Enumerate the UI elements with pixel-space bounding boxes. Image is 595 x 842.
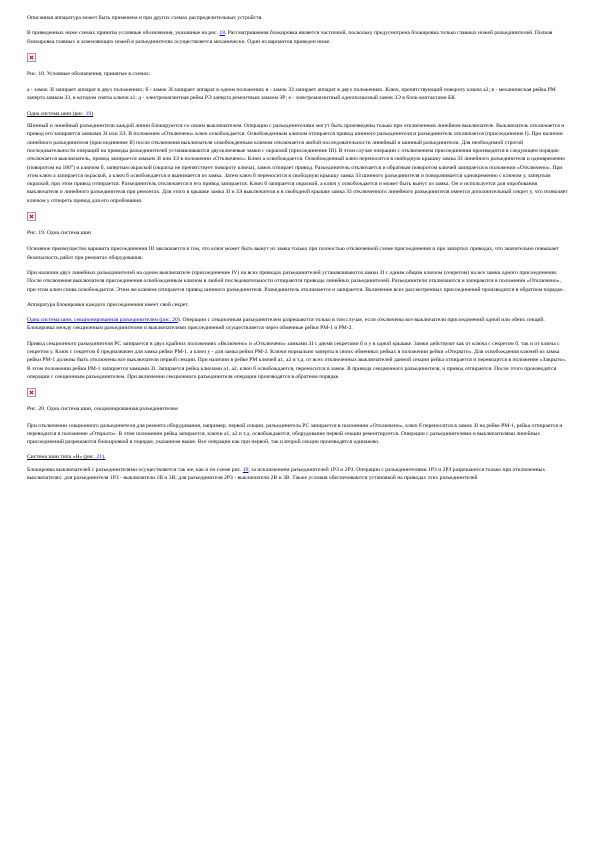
figure-caption-20: Рис. 20. Одна система шин, секционированная разъединителем [27,406,178,413]
text: . Рассматриваемая блокировка является частичной, поскольку предусмотрена блокировка только главных ножей разъединителей. Полная блокировка главных и заземляющих ножей в разъединителях осуществляется механически. Один из вариантов приведен ниже. [27,30,553,45]
figure-caption-18: Рис. 18. Условные обозначения, принятые в схемах: [27,70,151,77]
text: Система шин типа «Н» (рис. [27,454,97,461]
text: В приведенных ниже схемах приняты условные обозначения, указанные на рис. [27,30,220,37]
broken-image-icon [27,388,36,397]
paragraph [27,316,569,333]
figure-link-19-inline[interactable]: 19 [242,466,249,473]
broken-image-icon [27,53,36,62]
broken-image-icon [27,212,36,221]
paragraph: Аппаратура блокировки каждого присоединения имеет свой секрет. [27,301,189,308]
paragraph: Привод секционного разъединителя РС запирается в двух крайних положениях «Включено» и «Отключено» замками ЗI с двумя секретами б и у в одной крышке. Замки действуют как от ключа с секретом б, так и от ключа с секретом у. Ключ с секретом б предназначен для замка рейки РМ-1, а ключ у - для замка рейки РМ-2. Ключи нормально заперты в своих обменных рейках в положении рейки «Открыто». Для освобождения ключей из замка рейки РМ-1 должны быть отключены все выключатели первой секции. При наличии в рейке РМ ключей a1, a2 и т.д. от всех отключенных выключателей данной секции рейка отпирается и переводится в положение «Закрыто». В этом положении рейки РМ-1 запирается замками ЗI. Запирается рейка ключами a1, a2, ключ б освобождается, переносится в замок ЗI привода секционного разъединителя, и привод отпирается. После этого производятся операции с секционным разъединителем. При включении секционного разъединителя операции производятся в обратном порядке. [27,340,567,380]
section-heading-sectioned [27,317,172,323]
figure-link-18[interactable]: 18 [219,30,226,37]
text: ). [102,454,106,461]
paragraph: Описанная аппаратура может быть применена и при других схемах распределительных устройств. [27,15,263,21]
section-heading-h-bus [27,453,569,461]
figure-link-20[interactable]: 20 [172,317,178,324]
text: Блокировка выключателей с разъединителями осуществляется так же, как и по схеме рис. [27,466,243,473]
legend-text: а - замок ЗI запирает аппарат в двух положениях; б - замок ЗI запирает аппарат в одном положении; в - замок ЗЗ запирает аппарат в двух положениях. Ключ, препятствующий повороту ключа a2; в - механическая рейка РМ заперта замком ЗЗ, в котором сняты ключи a1; д - электромагнитная рейка РЭ заперта ремонтным замком ЗР; е - электромагнитный однополюсный замок ЗЭ в блок-контактами БК [27,87,556,102]
text: Одна система шин, секционированная разъединителем (рис. [27,317,173,324]
paragraph: Основное преимущество варианта присоединения III заключается в том, что ключ может быть вынут из замка только при полностью отключенной схеме присоединения и при запертых приводах, что значительно повышает безопасность работ при ремонтах оборудования. [27,246,559,261]
paragraph: Шинный и линейный разъединители каждой линии блокируются со своим выключателем. Операции с разъединителями могут быть произведены только при отключенном линейном выключателе. Выключатель отключается и привод его запирается замками ЗI или ЗЭ. В положении «Отключено» ключ освобождается. Освобожденным ключом отпирается привод шинного разъединителя и разъединитель отключается (присоединение I). При наличии линейного разъединителя (присоединение II) после отключения выключателя освобожденным ключом отключается любой последовательности линейный и шинный разъединители. Для необходимой строгой последовательности операций на приводы разъединителей устанавливаются двухключевые замки с окраской (присоединение III). В этом случае операции с отключением присоединения производятся в следующем порядке: отключается выключатель, привод запирается замком ЗI или ЗЭ в положении «Отключено». Ключ а освобождается. Освобожденный ключ переносится в свободную крышку замка ЗЗ линейного разъединителя и одновременно (поворотом на 180°) и ключом б, запертым окраской (окраска не препятствует повороту ключа), замок отпирает привод. Разъединитель отключается и обратным поворотом ключей запирается в положении «Отключено». При этом ключ а запирается окраской, а ключ б освобождается и вынимается из замка. Затем ключ б переносится в свободную крышку замка ЗЗ шинного разъединителя и поворачивается одновременно с ключом у, запертым окраской, при этом привод отпирается. Разъединитель отключается и его привод запирается. Ключ б запирается окраской, а ключ у освобождается и может быть вынут из замка. Он и используется для опробования выключателя и линейного разъединителя при ремонтах. Для этого в крышке замка ЗI и ЗЭ выключателя и в свободной крышке замка ЗЗ отключенного линейного разъединителя имеется дополнительный секрет у, что позволяет ключом у отпереть привод для его опробования. [27,123,568,204]
figure-caption-19: Рис. 19. Одна система шин [27,230,92,237]
figure-link-21[interactable]: 21 [96,454,103,461]
paragraph [27,29,569,46]
section-heading-one-bus [27,110,569,118]
paragraph: При отключении секционного разъединителя для ремонта оборудования, например, первой секции, разъединитель РС запирается в положении «Отключено», ключ б переносится в замок ЗI на рейке РМ-1, рейка отпирается и переводится в положение «Открыто». В этом положении рейка запирается, ключи a1, a2 и т.д. освобождаются, оборудование первой секции ремонтируется. Операции с разъединителями и выключателями линейных присоединений разрешаются блокировкой в порядке, указанном выше. Все операции как при первой, так и второй секции производятся одинаково. [27,422,563,446]
text: Одна система шин (рис. [27,110,86,117]
text: ). Операции с секционным разъединителем разрешаются только в том случае, если отключены все выключатели присоединений одной или обеих секций. Блокировка между секционным разъединителем и выключателями присоединений осуществляется через обменные рейки РМ-1 и РМ-2. [27,317,545,332]
text: , за исключением разъединителей 1РЗ и 2РЗ. Операции с разъединителями 1РЗ и 2РЗ разрешаются только при отключенных выключателях: для разъединителя 1РЗ - выключатели 1В и 3В; для разъединителя 2РЗ - выключатели 2В и 3В. Также условия обеспечиваются установкой на приводах этих разъединителей [27,466,546,481]
paragraph [27,466,569,483]
paragraph: При наличии двух линейных разъединителей на одном выключателе (присоединение IV) на всех приводах разъединителей устанавливаются замки ЗI с одним общим ключом (секретом) на все замки одного присоединения. После отключения выключателя присоединения освобожденным ключом в любой последовательности отпираются приводы линейных разъединителей. Разъединители отключаются и запираются в положении «Отключено», при этом ключ снова освобождается. Этим же ключом отпирается привод шинного разъединителя. Разъединитель отключается и запирается. Включение всех рассмотренных присоединений производится в обратном порядке. [27,269,565,293]
text: ) [91,110,94,117]
figure-link-19[interactable]: 19 [85,110,92,117]
